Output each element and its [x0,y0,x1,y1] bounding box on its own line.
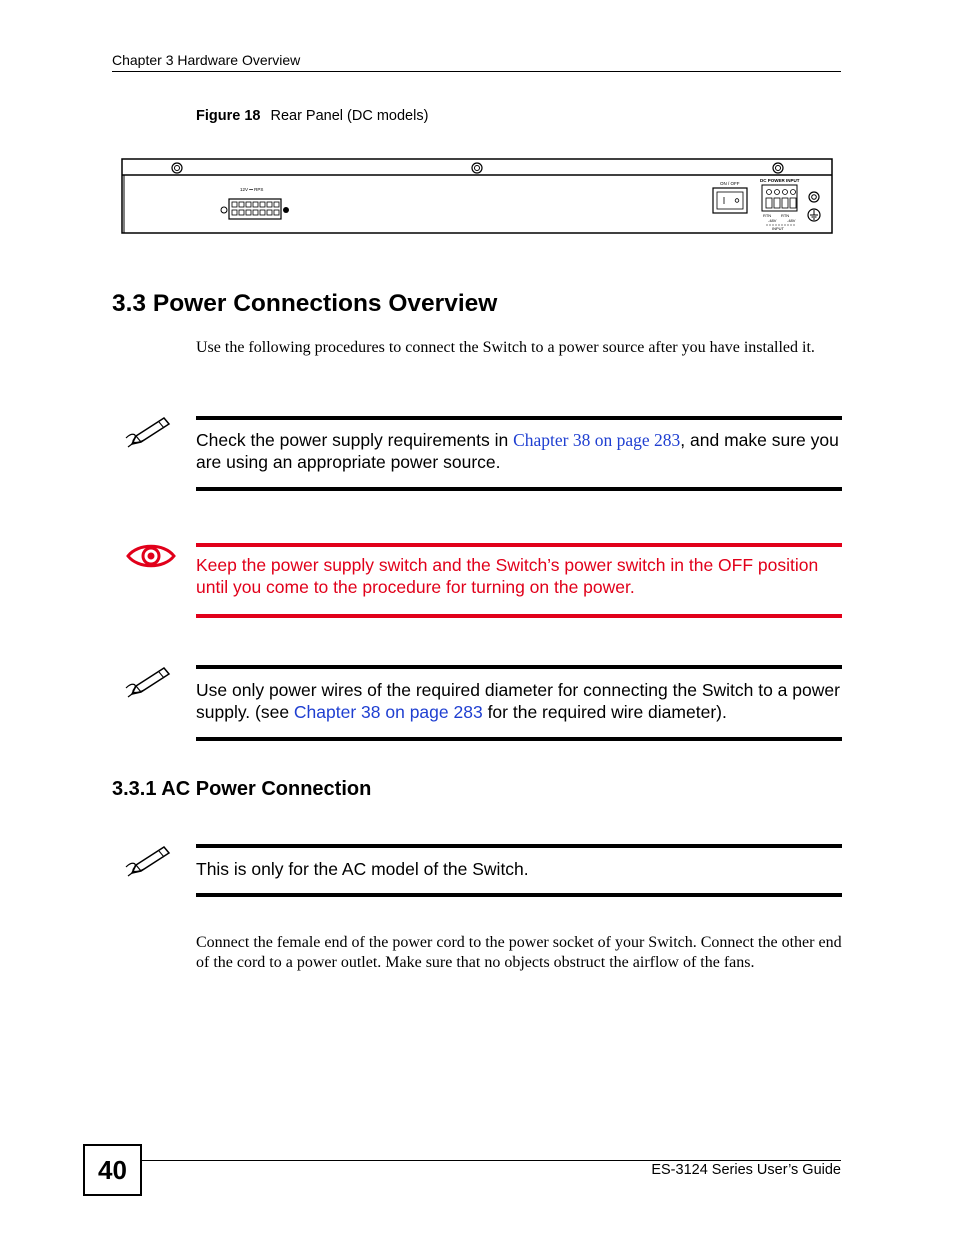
pencil-note-icon [124,414,174,450]
voltage-label: -48V [787,218,796,223]
section-intro: Use the following procedures to connect the Switch to a power source after you have installed it. [196,339,815,356]
running-header: Chapter 3 Hardware Overview [112,52,301,68]
note-top-rule [196,844,842,848]
note-wire-diameter [196,679,842,723]
note-bottom-rule [196,487,842,491]
input-label: INPUT [772,226,784,231]
ac-connection-paragraph: Connect the female end of the power cord to the power socket of your Switch. Connect the other end of the cord to a power outlet. Make sure that no objects obstruct the airflow of the fans. [196,934,842,971]
note-ac-model: This is only for the AC model of the Switch. [196,859,529,879]
pencil-note-icon [124,664,174,700]
rps-label: 12V ⎓ RPS [240,187,264,192]
note-bottom-rule [196,737,842,741]
voltage-label: -48V [768,218,777,223]
pencil-note-icon [124,843,174,879]
note-text: Use only power wires of the required diameter for connecting the Switch to a power supply. (see [196,680,840,722]
subsection-heading: 3.3.1 AC Power Connection [112,778,372,800]
rtn-label: RTN [763,213,772,218]
note-text: Check the power supply requirements in [196,430,514,450]
footer-rule [140,1160,841,1161]
note-text: , and make sure you are using an appropriate power source. [196,430,839,472]
warning-power-switch: Keep the power supply switch and the Switch’s power switch in the OFF position until you come to the procedure for turning on the power. [196,555,819,597]
running-footer: ES-3124 Series User’s Guide [651,1162,841,1178]
page-number: 40 [83,1144,142,1196]
dc-input-label: DC POWER INPUT [760,178,800,183]
figure-caption [196,108,428,124]
rtn-label: RTN [781,213,790,218]
chapter-38-link[interactable]: Chapter 38 on page 283 [513,430,681,450]
chapter-38-link[interactable]: Chapter 38 on page 283 [293,702,483,722]
note-top-rule [196,665,842,669]
figure-label: Figure 18 [196,108,261,124]
warning-top-rule [196,543,842,547]
note-text: for the required wire diameter). [482,702,727,722]
figure-title: Rear Panel (DC models) [270,108,429,124]
header-rule [112,71,841,72]
onoff-label: ON / OFF [720,181,740,186]
eye-warning-icon [126,538,176,574]
note-power-requirements [196,429,842,473]
warning-bottom-rule [196,614,842,618]
section-heading: 3.3 Power Connections Overview [112,290,498,317]
rear-panel-illustration [120,157,834,235]
note-bottom-rule [196,893,842,897]
note-top-rule [196,416,842,420]
